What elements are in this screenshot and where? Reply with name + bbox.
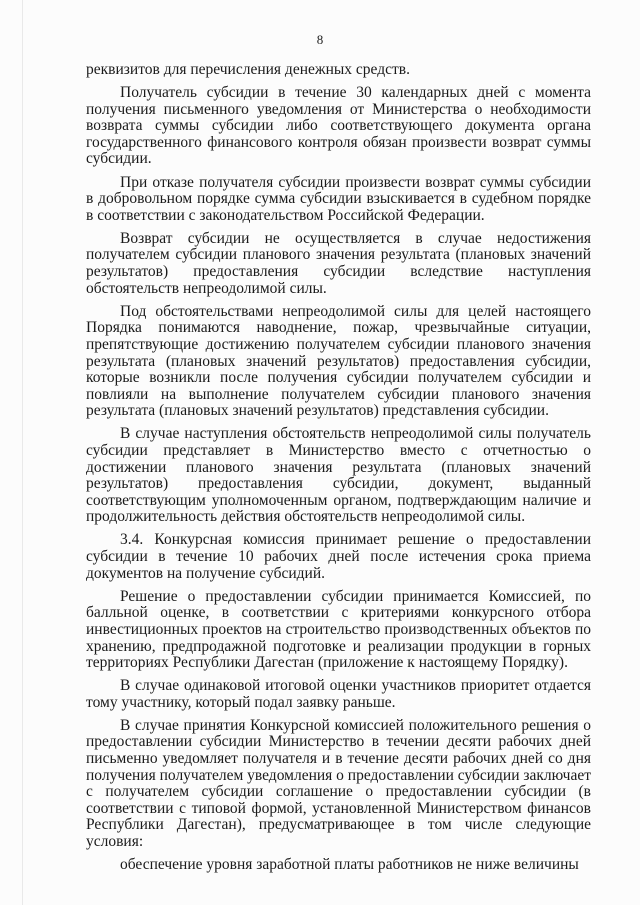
paragraph-decision-criteria: Решение о предоставлении субсидии принимается Комиссией, по балльной оценке, в соответствии с критериями конкурсного отбора инвестиционных проектов на строительство производственных объектов по хранению, предпродажной подготовке и реализации продукции в горных территориях Республики Дагестан (приложение к настоящему Порядку). [86,587,591,672]
scan-edge-line [22,0,23,905]
paragraph-positive-decision: В случае принятия Конкурсной комиссией положительного решения о предоставлении субсидии Министерство в течении десяти рабочих дней письменно уведомляет получателя и в течение десяти рабочих дней со дня получения получателем уведомления о предоставлении субсидии заключает с получателем субсидии соглашение о предоставлении субсидии (в соответствии с типовой формой, установленной Министерством финансов Республики Дагестан), предусматривающее в том числе следующие условия: [86,716,591,851]
page-number: 8 [316,32,324,47]
paragraph-wage-condition: обеспечение уровня заработной платы работников не ниже величины [120,856,579,874]
paragraph-force-majeure-definition: Под обстоятельствами непреодолимой силы для целей настоящего Порядка понимаются наводнение, пожар, чрезвычайные ситуации, препятствующие достижению получателем субсидии планового значения результата (плановых значений результатов) предоставления субсидии, которые возникли после получения субсидии получателем субсидии и повлияли на выполнение получателем субсидии планового значения результата (плановых значений результатов) представления субсидии. [86,302,591,420]
paragraph-equal-score-priority: В случае одинаковой итоговой оценки участников приоритет отдается тому участнику, который подал заявку раньше. [86,677,591,711]
paragraph-force-majeure-document: В случае наступления обстоятельств непреодолимой силы получатель субсидии представляет в Министерство вместо с отчетностью о достижении планового значения результата (плановых значений результатов) предоставления субсидии, документ, выданный соответствующим уполномоченным органом, подтверждающим наличие и продолжительность действия обстоятельств непреодолимой силы. [86,425,591,526]
document-body [86,62,591,876]
paragraph-section-3-4: 3.4. Конкурсная комиссия принимает решение о предоставлении субсидии в течение 10 рабочих дней после истечения срока приема документов на получение субсидий. [86,531,591,582]
paragraph-continuation: реквизитов для перечисления денежных средств. [86,61,410,78]
paragraph-refusal-refund: При отказе получателя субсидии произвести возврат суммы субсидии в добровольном порядке сумма субсидии взыскивается в судебном порядке в соответствии с законодательством Российской Федерации. [86,173,591,224]
paragraph-no-refund-force-majeure: Возврат субсидии не осуществляется в случае недостижения получателем субсидии планового значения результата (плановых значений результатов) предоставления субсидии вследствие наступления обстоятельств непреодолимой силы. [86,229,591,297]
paragraph-refund-deadline: Получатель субсидии в течение 30 календарных дней с момента получения письменного уведомления от Министерства о необходимости возврата суммы субсидии либо соответствующего документа органа государственного финансового контроля обязан произвести возврат суммы субсидии. [86,84,591,168]
